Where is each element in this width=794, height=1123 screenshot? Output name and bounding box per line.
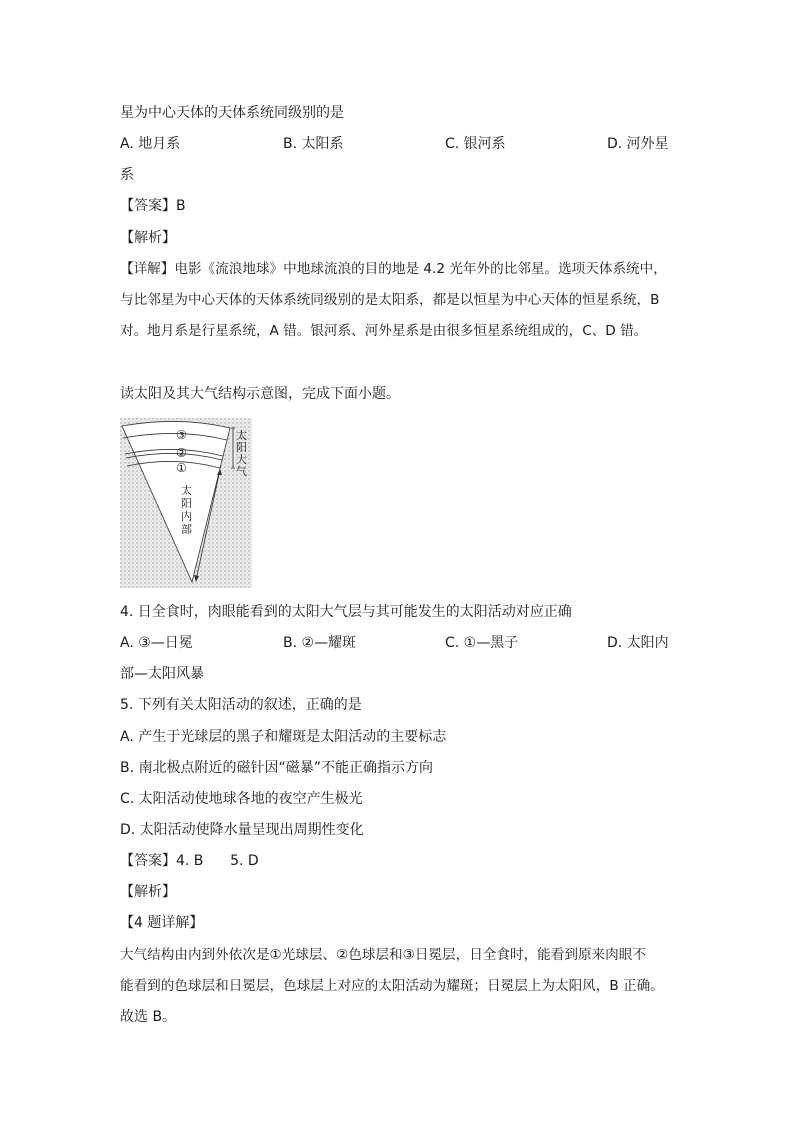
q5-option-b: B. 南北极点附近的磁针因“磁暴”不能正确指示方向 xyxy=(120,760,434,776)
q3-detail-line: 【详解】电影《流浪地球》中地球流浪的目的地是 4.2 光年外的比邻星。选项天体系统中， xyxy=(120,261,667,277)
q5-option-d: D. 太阳活动使降水量呈现出周期性变化 xyxy=(120,822,364,838)
q4-option-a: A. ③—日冕 xyxy=(120,635,193,651)
layer-label-1: ① xyxy=(176,461,187,475)
q3-analysis-title: 【解析】 xyxy=(120,230,176,246)
q5-option-a: A. 产生于光球层的黑子和耀斑是太阳活动的主要标志 xyxy=(120,729,447,745)
q3-stem: 星为中心天体的天体系统同级别的是 xyxy=(120,105,344,121)
q4-detail-line: 故选 B。 xyxy=(120,1009,177,1025)
q5-option-c: C. 太阳活动使地球各地的夜空产生极光 xyxy=(120,791,363,807)
inner-label-interior: 太阳内部 xyxy=(181,484,192,536)
q4-option-b: B. ②—耀斑 xyxy=(283,635,357,651)
q3-option-b: B. 太阳系 xyxy=(283,136,344,152)
q4-detail-line: 大气结构由内到外依次是①光球层、②色球层和③日冕层，日全食时，能看到原来肉眼不 xyxy=(120,947,646,963)
q4-stem: 4. 日全食时，肉眼能看到的太阳大气层与其可能发生的太阳活动对应正确 xyxy=(120,604,572,620)
analysis-title-2: 【解析】 xyxy=(120,884,176,900)
layer-label-3: ③ xyxy=(176,428,187,442)
q3-option-c: C. 银河系 xyxy=(445,136,506,152)
q3-option-d: D. 河外星 xyxy=(607,136,669,152)
q3-option-a: A. 地月系 xyxy=(120,136,181,152)
q3-answer: 【答案】B xyxy=(120,198,186,214)
q4-detail-line: 能看到的色球层和日冕层，色球层上对应的太阳活动为耀斑；日冕层上为太阳风，B 正确。 xyxy=(120,978,664,994)
q4-option-d: D. 太阳内 xyxy=(607,635,669,651)
q3-option-wrap: 系 xyxy=(120,167,134,183)
intro-text: 读太阳及其大气结构示意图，完成下面小题。 xyxy=(120,386,400,402)
q5-stem: 5. 下列有关太阳活动的叙述，正确的是 xyxy=(120,697,362,713)
answer-4-5: 【答案】4. B 5. D xyxy=(120,853,259,869)
q3-detail-line: 对。地月系是行星系统，A 错。银河系、河外星系是由很多恒星系统组成的，C、D 错。 xyxy=(120,323,648,339)
q4-option-c: C. ①—黑子 xyxy=(445,635,519,651)
q4-detail-title: 【4 题详解】 xyxy=(120,915,204,931)
q3-detail-line: 与比邻星为中心天体的天体系统同级别的是太阳系，都是以恒星为中心天体的恒星系统，B xyxy=(120,292,660,308)
layer-label-2: ② xyxy=(176,446,187,460)
side-label-atmosphere: 太阳大气 xyxy=(236,429,247,478)
q4-option-wrap: 部—太阳风暴 xyxy=(120,666,204,682)
